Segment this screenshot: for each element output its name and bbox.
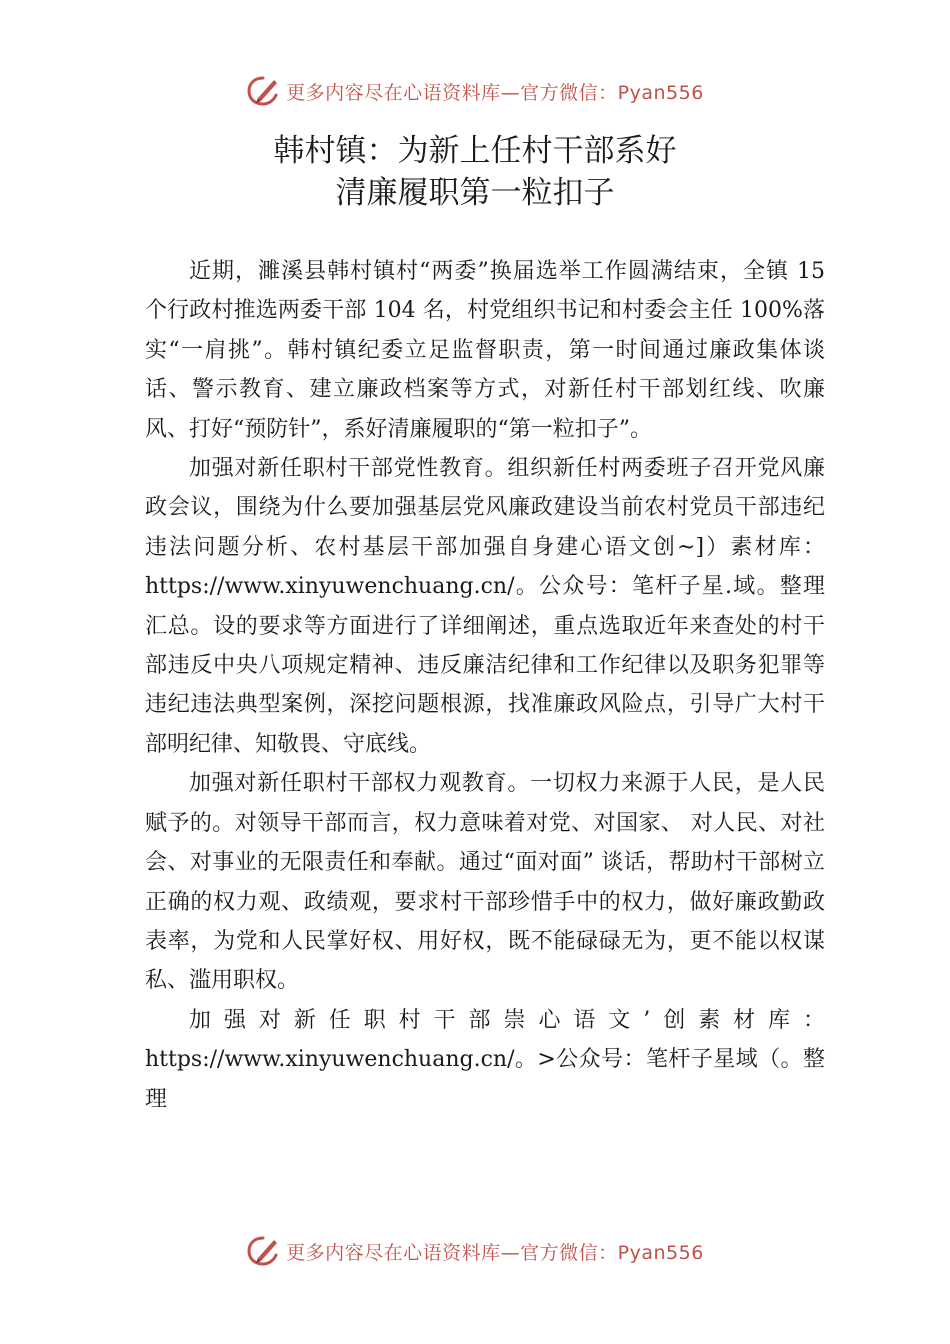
paragraph: 加强对新任职村干部权力观教育。一切权力来源于人民，是人民赋予的。对领导干部而言，权力意味着对党、对国家、 对人民、对社会、对事业的无限责任和奉献。通过“面对面” 谈话，帮助村干部树立正确的权力观、政绩观，要求村干部珍惜手中的权力，做好廉政勤政表率，为党和人民掌好权、用好权，既不能碌碌无为，更不能以权谋私、滥用职权。 [145, 771, 825, 994]
watermark-footer [0, 1234, 950, 1268]
pen-logo-icon [246, 74, 280, 108]
title-line-1: 韩村镇：为新上任村干部系好 [273, 133, 677, 169]
document-body [145, 252, 825, 1119]
paragraph: 加强对新任职村干部崇心语文’创素材库：https://www.xinyuwenchuang.cn/。>公众号：笔杆子星域（。整理 [145, 1007, 825, 1112]
paragraph: 近期，濉溪县韩村镇村“两委”换届选举工作圆满结束，全镇 15 个行政村推选两委干部 104 名，村党组织书记和村委会主任 100%落实“一肩挑”。韩村镇纪委立足监督职责，第一时间通过廉政集体谈话、警示教育、建立廉政档案等方式，对新任村干部划红线、吹廉风、打好“预防针”，系好清廉履职的“第一粒扣子”。 [145, 259, 825, 442]
pen-logo-icon [246, 1234, 280, 1268]
watermark-text: 更多内容尽在心语资料库—官方微信：Pyan556 [286, 1241, 704, 1264]
document-title [0, 130, 950, 214]
watermark-header [0, 74, 950, 108]
watermark-text: 更多内容尽在心语资料库—官方微信：Pyan556 [286, 81, 704, 104]
paragraph: 加强对新任职村干部党性教育。组织新任村两委班子召开党风廉政会议，围绕为什么要加强基层党风廉政建设当前农村党员干部违纪违法问题分析、农村基层干部加强自身建心语文创~]）素材库：https://www.xinyuwenchuang.cn/。公众号：笔杆子星.域。整理汇总。设的要求等方面进行了详细阐述，重点选取近年来查处的村干部违反中央八项规定精神、违反廉洁纪律和工作纪律以及职务犯罪等违纪违法典型案例，深挖问题根源，找准廉政风险点，引导广大村干部明纪律、知敬畏、守底线。 [145, 456, 825, 757]
title-line-2: 清廉履职第一粒扣子 [335, 175, 615, 211]
